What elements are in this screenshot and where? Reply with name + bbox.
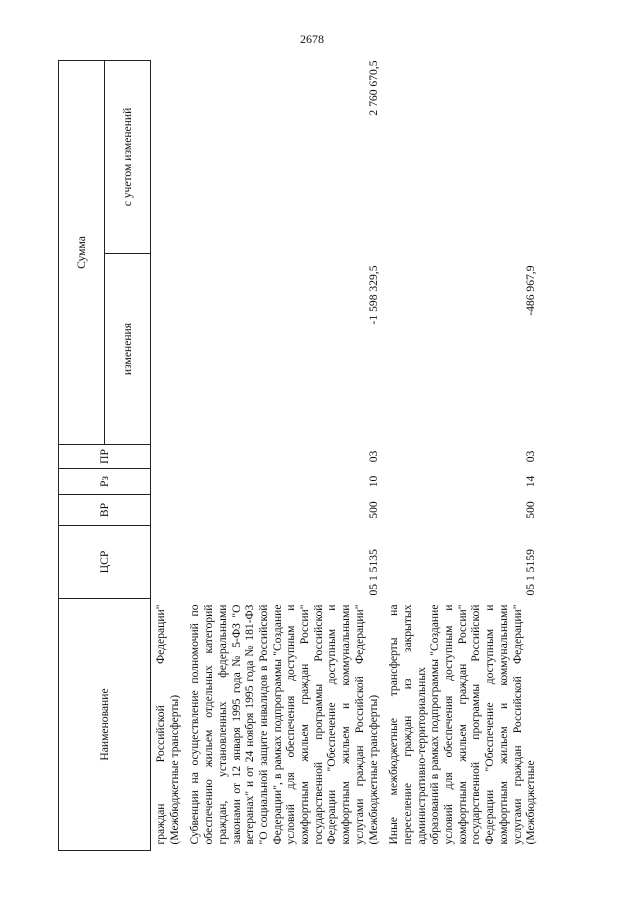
- table-row: [185, 60, 384, 850]
- row-vr: 500: [366, 501, 380, 519]
- row-pr: 03: [366, 450, 380, 463]
- row-rz: 14: [524, 475, 538, 488]
- header-name: Наименование: [59, 599, 151, 851]
- row-rz: 10: [366, 475, 380, 488]
- row-rz: [151, 469, 186, 495]
- header-change: изменения: [105, 254, 151, 445]
- row-change: [151, 254, 186, 445]
- table-body: [151, 60, 542, 850]
- row-change: -1 598 329,5: [366, 265, 380, 325]
- header-csr: ЦСР: [59, 526, 151, 599]
- header-vr: ВР: [59, 495, 151, 526]
- row-name: Иные межбюджетные трансферты на переселение граждан из закрытых административно-территориальных образований в рамках подпрограммы "Создание условий для обеспечения доступным и комфортным жильем граждан России" государственной программы Российской Федерации "Обеспечение доступным и комфортным жильем и коммунальными услугами граждан Российской Федерации" (Межбюджетные: [387, 604, 538, 845]
- row-name: Субвенции на осуществление полномочий по обеспечению жильем отдельных категорий граждан, установленных федеральными законами от 12 января 1995 года № 5-ФЗ "О ветеранах" и от 24 ноября 1995 года № 181-ФЗ "О социальной защите инвалидов в Российской Федерации", в рамках подпрограммы "Создание условий для обеспечения доступным и комфортным жильем граждан России" государственной программы Российской Федерации "Обеспечение доступным и комфортным жильем и коммунальными услугами граждан Российской Федерации" (Межбюджетные трансферты): [188, 604, 380, 845]
- row-vr: 500: [524, 501, 538, 519]
- rotated-page: [58, 61, 578, 851]
- row-csr: 05 1 5135: [366, 549, 380, 596]
- table-header: [59, 60, 151, 850]
- header-rz: Рз: [59, 469, 151, 495]
- row-with-change: [151, 60, 186, 253]
- row-with-change: 2 760 670,5: [366, 60, 380, 116]
- header-pr: ПР: [59, 445, 151, 469]
- table-row: [384, 60, 542, 850]
- row-vr: [151, 495, 186, 526]
- row-csr: 05 1 5159: [524, 549, 538, 596]
- row-pr: 03: [524, 450, 538, 463]
- row-pr: [151, 445, 186, 469]
- row-csr: [151, 526, 186, 599]
- table-row: [151, 60, 186, 850]
- budget-table: [58, 60, 542, 851]
- row-with-change: [384, 60, 542, 253]
- header-sum: Сумма: [59, 60, 105, 444]
- header-with-change: с учетом изменений: [105, 60, 151, 253]
- row-name: граждан Российской Федерации" (Межбюджетные трансферты): [154, 604, 181, 845]
- page-number: 2678: [300, 32, 324, 46]
- row-change: -486 967,9: [524, 265, 538, 316]
